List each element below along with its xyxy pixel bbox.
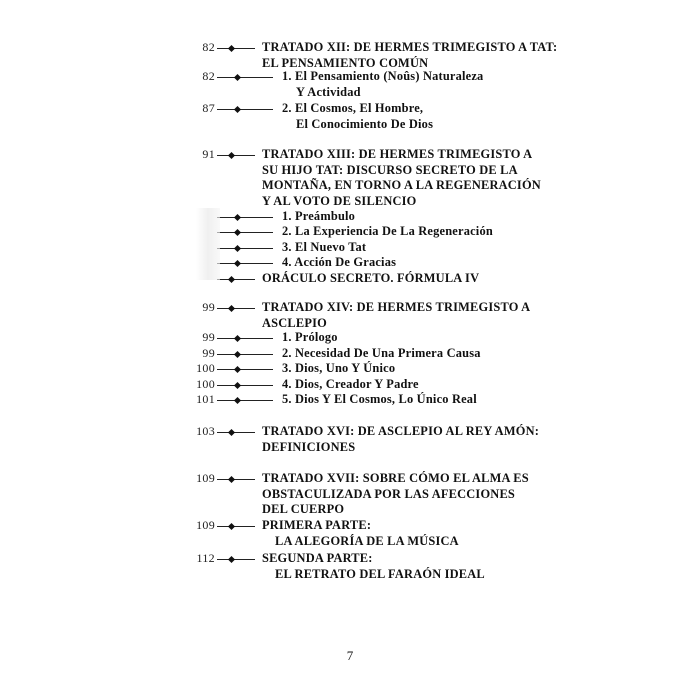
toc-page-number: 112 [196,551,215,565]
toc-heading-text: MONTAÑA, EN TORNO A LA REGENERACIÓN [262,178,541,192]
toc-entry [0,147,700,209]
leader-diamond-icon [234,397,241,404]
leader-line [217,559,255,560]
toc-heading-text: DEFINICIONES [262,439,356,454]
toc-heading-text: ASCLEPIO [262,315,327,330]
toc-subentry-text: 4. Acción De Gracias [282,255,397,269]
leader-line [217,308,255,309]
leader-line [217,155,255,156]
toc-heading-text: TRATADO XVII: SOBRE CÓMO EL ALMA ES [262,471,529,485]
toc-heading-text: TRATADO XIV: DE HERMES TRIMEGISTO A [262,300,531,314]
toc-page-number: 99 [202,346,215,360]
toc-entry [0,255,700,271]
toc-line [0,534,700,550]
toc-line [0,518,700,534]
toc-line [0,502,700,518]
toc-entry [0,240,700,256]
toc-subentry-text: 4. Dios, Creador Y Padre [282,377,419,391]
scan-smudge [196,208,220,280]
leader-diamond-icon [228,523,235,530]
leader-diamond-icon [234,74,241,81]
toc-line [0,487,700,503]
toc-subentry-text: 2. Necesidad De Una Primera Causa [282,346,481,360]
toc-line [0,424,700,440]
toc-line [0,178,700,194]
toc-line [0,101,700,117]
toc-line [0,209,700,225]
toc-part-text: EL RETRATO DEL FARAÓN IDEAL [275,566,485,581]
leader-line [217,279,255,280]
leader-line [217,248,273,249]
toc-line [0,567,700,583]
leader-line [217,48,255,49]
leader-line [217,217,273,218]
toc-entry [0,69,700,100]
toc-entry [0,392,700,408]
toc-line [0,271,700,287]
toc-entry [0,40,700,71]
toc-part-text: SEGUNDA PARTE: [262,551,373,565]
leader-line [217,109,273,110]
toc-entry [0,209,700,225]
toc-line [0,346,700,362]
leader-line [217,263,273,264]
leader-diamond-icon [228,276,235,283]
toc-page-number: 99 [202,300,215,314]
toc-line [0,300,700,316]
leader-diamond-icon [228,305,235,312]
leader-diamond-icon [234,335,241,342]
toc-subentry-text: 5. Dios Y El Cosmos, Lo Único Real [282,392,477,406]
toc-line [0,551,700,567]
leader-diamond-icon [234,366,241,373]
toc-heading-text: Y AL VOTO DE SILENCIO [262,193,417,208]
toc-line [0,163,700,179]
leader-line [217,232,273,233]
leader-diamond-icon [228,429,235,436]
leader-diamond-icon [234,351,241,358]
toc-entry [0,518,700,549]
toc-line [0,316,700,332]
leader-diamond-icon [234,106,241,113]
toc-heading-text: TRATADO XVI: DE ASCLEPIO AL REY AMÓN: [262,424,540,438]
toc-page-number: 87 [202,101,215,115]
page-number: 7 [346,648,354,663]
toc-page-number: 82 [202,69,215,83]
toc-subentry-text: Y Actividad [296,84,361,99]
toc-entry [0,300,700,331]
leader-line [217,479,255,480]
leader-diamond-icon [234,229,241,236]
leader-diamond-icon [234,260,241,267]
toc-heading-text: TRATADO XII: DE HERMES TRIMEGISTO A TAT: [262,40,558,54]
toc-entry [0,424,700,455]
toc-page-number: 91 [202,147,215,161]
leader-line [217,385,273,386]
leader-line [217,369,273,370]
toc-page-number: 109 [196,471,215,485]
toc-entry [0,101,700,132]
toc-page-number: 109 [196,518,215,532]
toc-page-number: 99 [202,330,215,344]
toc-part-text: LA ALEGORÍA DE LA MÚSICA [275,533,459,548]
toc-heading-text: TRATADO XIII: DE HERMES TRIMEGISTO A [262,147,533,161]
leader-line [217,400,273,401]
leader-diamond-icon [228,152,235,159]
toc-subentry-text: 3. El Nuevo Tat [282,240,367,254]
leader-diamond-icon [234,382,241,389]
toc-page-number: 82 [202,40,215,54]
toc-entry [0,377,700,393]
toc-line [0,377,700,393]
toc-line [0,194,700,210]
toc-page-number: 101 [196,392,215,406]
toc-entry [0,551,700,582]
toc-line [0,224,700,240]
leader-diamond-icon [234,245,241,252]
toc-heading-text: DEL CUERPO [262,502,345,516]
toc-subentry-text: 3. Dios, Uno Y Único [282,361,396,375]
toc-line [0,69,700,85]
toc-entry [0,346,700,362]
toc-subentry-text: 1. El Pensamiento (Noûs) Naturaleza [282,69,484,83]
toc-line [0,147,700,163]
leader-line [217,432,255,433]
toc-line [0,85,700,101]
leader-diamond-icon [228,476,235,483]
toc-entry [0,271,700,287]
toc-heading-text: EL PENSAMIENTO COMÚN [262,55,429,70]
toc-entry [0,330,700,346]
toc-line [0,361,700,377]
leader-line [217,354,273,355]
toc-line [0,40,700,56]
toc-line [0,392,700,408]
toc-subentry-text: 2. La Experiencia De La Regeneración [282,224,493,238]
toc-line [0,117,700,133]
toc-subentry-text: El Conocimiento De Dios [296,116,434,131]
leader-diamond-icon [228,556,235,563]
leader-line [217,338,273,339]
toc-part-text: PRIMERA PARTE: [262,518,372,532]
toc-heading-text: ORÁCULO SECRETO. FÓRMULA IV [262,271,480,285]
toc-entry [0,224,700,240]
toc-heading-text: SU HIJO TAT: DISCURSO SECRETO DE LA [262,162,518,177]
leader-diamond-icon [228,45,235,52]
toc-page-number: 100 [196,361,215,375]
leader-line [217,526,255,527]
toc-heading-text: OBSTACULIZADA POR LAS AFECCIONES [262,486,516,501]
toc-line [0,471,700,487]
toc-subentry-text: 2. El Cosmos, El Hombre, [282,101,424,115]
toc-line [0,330,700,346]
toc-subentry-text: 1. Preámbulo [282,209,356,223]
toc-entry [0,361,700,377]
toc-page-number: 103 [196,424,215,438]
toc-entry [0,471,700,518]
toc-line [0,440,700,456]
toc-line [0,240,700,256]
toc-page-number: 100 [196,377,215,391]
leader-line [217,77,273,78]
leader-diamond-icon [234,214,241,221]
toc-line [0,255,700,271]
toc-subentry-text: 1. Prólogo [282,330,338,344]
